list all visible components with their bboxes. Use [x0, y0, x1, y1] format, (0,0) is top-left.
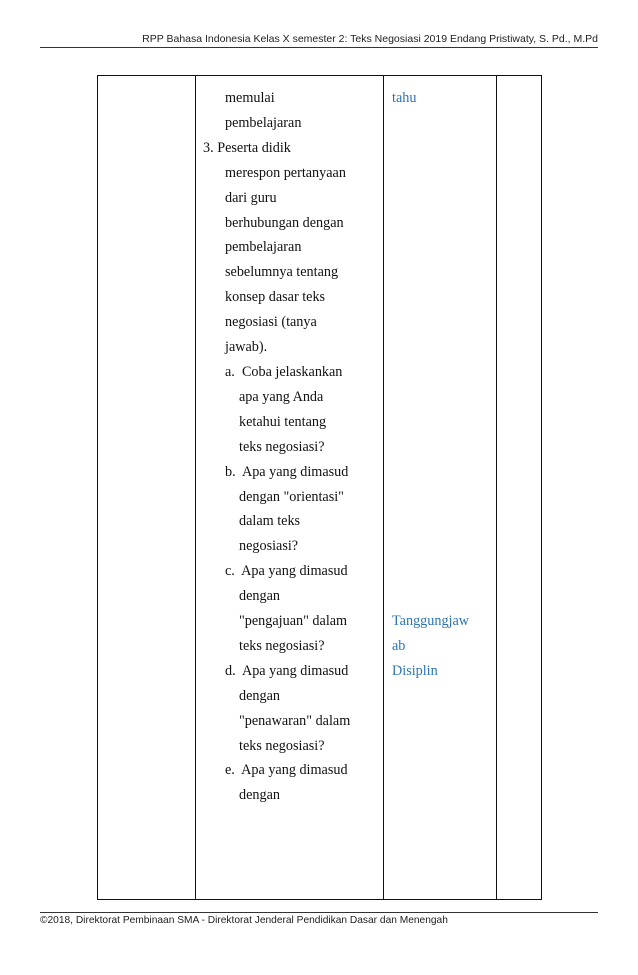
activity-description-cell: [203, 86, 383, 808]
column-divider-3: [496, 76, 497, 899]
content-line: negosiasi (tanya: [225, 314, 317, 331]
value-tanggungjawab-part2: ab: [392, 637, 406, 654]
content-line: berhubungan dengan: [225, 214, 344, 231]
value-tanggungjawab-part1: Tanggungjaw: [392, 612, 470, 629]
content-line: dengan: [239, 787, 280, 804]
value-tahu: tahu: [392, 90, 417, 106]
content-line: dalam teks: [239, 513, 301, 530]
content-line: sebelumnya tentang: [225, 264, 339, 281]
content-line: pembelajaran: [225, 239, 302, 256]
column-divider-2: [383, 76, 384, 899]
content-line: dengan "orientasi": [239, 488, 344, 505]
content-line: teks negosiasi?: [239, 737, 325, 754]
content-line: jawab).: [225, 339, 268, 356]
content-line: "penawaran" dalam: [239, 712, 351, 729]
header-rule: [40, 47, 598, 48]
content-line: memulai: [225, 90, 275, 106]
content-line: teks negosiasi?: [239, 637, 325, 654]
content-line: teks negosiasi?: [239, 438, 325, 455]
lesson-table: [97, 75, 542, 900]
content-line: dengan: [239, 588, 280, 605]
content-line: merespon pertanyaan: [225, 164, 346, 181]
list-item-c: c. Apa yang dimasud: [225, 563, 348, 580]
content-line: dengan: [239, 687, 280, 704]
list-item-b: b. Apa yang dimasud: [225, 463, 349, 480]
content-line: apa yang Anda: [239, 388, 324, 405]
content-line: dari guru: [225, 189, 277, 206]
page-header: RPP Bahasa Indonesia Kelas X semester 2: Teks Negosiasi 2019 Endang Pristiwaty, S. Pd., M.Pd: [142, 33, 598, 45]
value-disiplin: Disiplin: [392, 662, 438, 679]
list-item-e: e. Apa yang dimasud: [225, 762, 348, 779]
content-line: konsep dasar teks: [225, 289, 326, 306]
footer-rule: [40, 912, 598, 913]
page-footer: ©2018, Direktorat Pembinaan SMA - Direktorat Jenderal Pendidikan Dasar dan Menengah: [40, 915, 448, 926]
list-item-d: d. Apa yang dimasud: [225, 662, 349, 679]
content-line: ketahui tentang: [239, 413, 327, 430]
list-item-a: a. Coba jelaskankan: [225, 363, 343, 380]
content-line: pembelajaran: [225, 114, 302, 131]
character-values-cell: [392, 86, 492, 684]
column-divider-1: [195, 76, 196, 899]
content-line: "pengajuan" dalam: [239, 613, 348, 630]
content-line: 3. Peserta didik: [203, 139, 291, 156]
content-line: negosiasi?: [239, 538, 299, 555]
